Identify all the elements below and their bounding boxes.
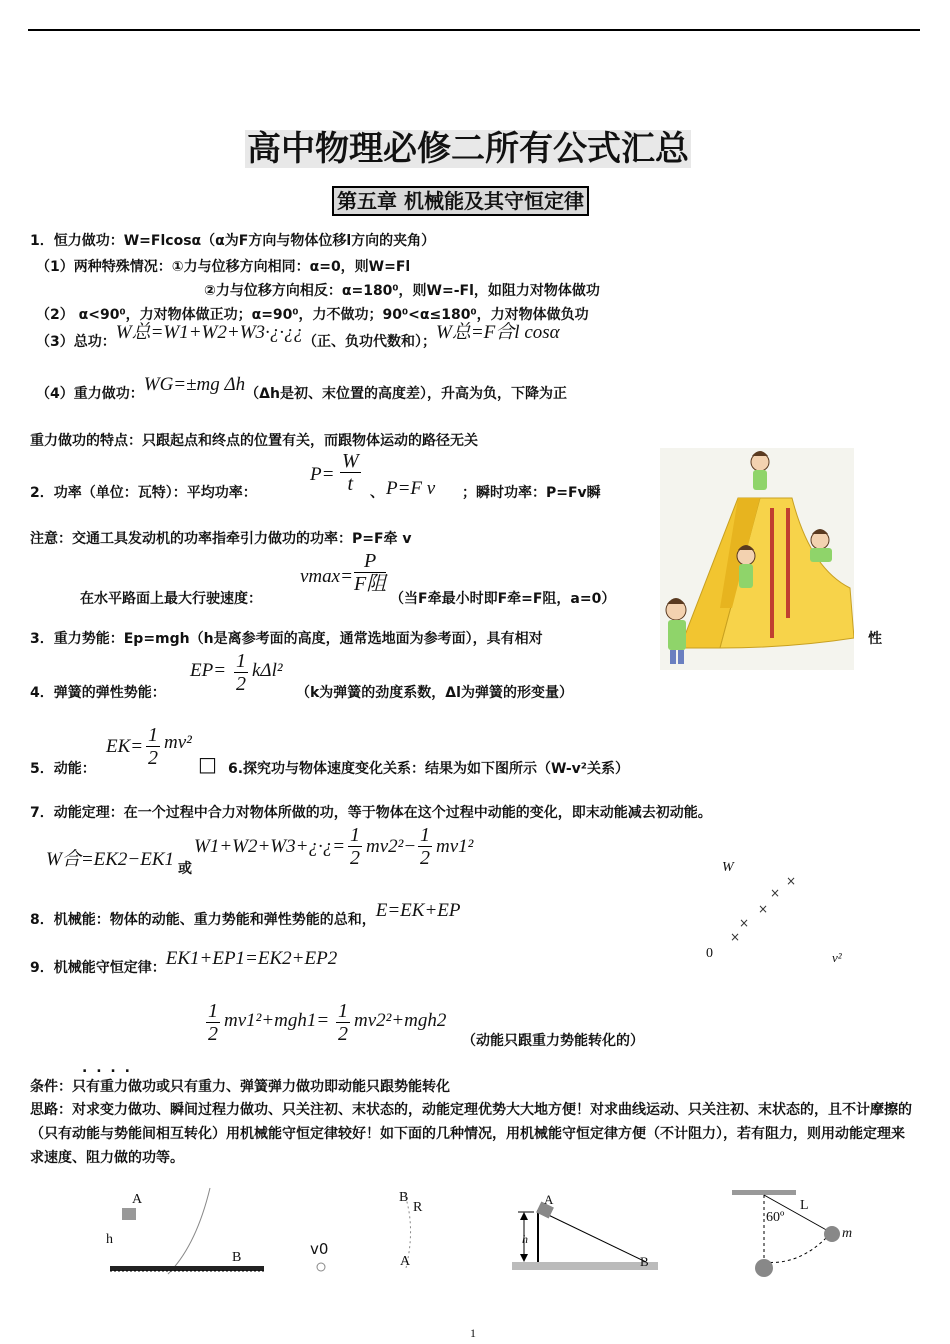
graph-point: × [786, 874, 797, 888]
line-vehicle-power: 注意：交通工具发动机的功率指牵引力做功的功率：P=F牵 v [30, 531, 412, 547]
total-work-formula: W总=W1+W2+W3·¿·¿¿ [115, 322, 304, 343]
figure-incline [510, 1190, 660, 1276]
line-kinetic-theorem: 7．动能定理：在一个过程中合力对物体所做的功，等于物体在这个过程中动能的变化，即末动能减去初动能。 [30, 805, 712, 821]
theorem-or: 或 [178, 861, 192, 877]
conservation-formula: EK1+EP1=EK2+EP2 [165, 948, 338, 969]
theorem-formula-1: W合=EK2−EK1 [46, 849, 175, 870]
elastic-fraction [234, 650, 248, 695]
theorem-den-2: 2 [420, 847, 430, 869]
kinetic-fraction [146, 724, 160, 769]
line-total-work [36, 322, 560, 357]
kinetic-denominator: 2 [148, 747, 158, 769]
max-speed-note: （当F牵最小时即F牵=F阻，a=0） [390, 591, 616, 607]
mechanical-energy-label: 8．机械能：物体的动能、重力势能和弹性势能的总和， [30, 912, 376, 928]
fig1-label-h: h [106, 1232, 113, 1247]
child-ladder [737, 545, 755, 588]
total-work-label: （3）总功： [36, 334, 116, 350]
kinetic-numerator: 1 [148, 724, 158, 746]
elastic-numerator: 1 [236, 650, 246, 672]
fig1-label-B: B [232, 1250, 242, 1265]
line-mechanical-energy [30, 898, 461, 928]
elastic-Ep: EP= [190, 660, 227, 681]
kinetic-Ek: EK= [106, 736, 144, 757]
line-max-speed [80, 550, 616, 607]
theorem-mv-2: mv2²− [366, 836, 417, 857]
fig3-label-R: R [413, 1200, 423, 1215]
gravity-work-note: （Δh是初、末位置的高度差），升高为负，下降为正 [245, 386, 567, 402]
line-condition: 条件：只有重力做功或只有重力、弹簧弹力做功即动能只跟势能转化 [30, 1079, 450, 1095]
cons-den-2: 2 [338, 1023, 348, 1045]
max-speed-fraction [354, 550, 386, 595]
theorem-num-2: 1 [420, 824, 430, 846]
cons-lhs: mv1²+mgh1= [224, 1010, 330, 1031]
graph-x-label: v² [832, 950, 842, 965]
power-sep: 、 [370, 485, 384, 501]
line-conservation [30, 946, 337, 976]
conservation-label: 9．机械能守恒定律： [30, 960, 166, 976]
graph-origin: 0 [706, 946, 713, 961]
theorem-mv-1: mv1² [436, 836, 474, 857]
graph-y-label: W [722, 860, 734, 875]
theorem-fraction-2 [418, 824, 432, 869]
kinetic-mv2: mv² [164, 732, 192, 753]
power-avg-formula: P=F v [386, 478, 436, 499]
power-denominator: t [347, 473, 354, 495]
fig2-ball [314, 1260, 328, 1274]
line-power [30, 450, 601, 502]
line-approach: 思路：对求变力做功、瞬间过程力做功、只关注初、末状态的，动能定理优势大大地方便！对求曲线运动、只关注初、末状态的，且不计摩擦的（只有动能与势能间相互转化）用机械能守恒定律较好！如下面的几种情况，用机械能守恒定律方便（不计阻力），若有阻力，则用动能定理来求速度、阻力做的功等。 [30, 1102, 912, 1166]
line-angle-cases: （2） α<90⁰，力对物体做正功；α=90⁰，力不做功；90⁰<α≤180⁰，力对物体做负功 [36, 307, 589, 323]
cons-fraction-2 [336, 1000, 350, 1045]
cons-num-1: 1 [208, 1000, 218, 1022]
page-title: 高中物理必修二所有公式汇总 [247, 129, 689, 169]
line-kinetic-energy [30, 722, 629, 778]
line-potential-energy: 3．重力势能：Ep=mgh（h是离参考面的高度，通常选地面为参考面），具有相对 [30, 631, 543, 647]
fig4-label-A: A [544, 1192, 554, 1207]
elastic-denominator: 2 [236, 673, 246, 695]
graph-point: × [739, 916, 750, 930]
elastic-label: 4．弹簧的弹性势能： [30, 685, 166, 701]
mechanical-energy-formula: E=EK+EP [375, 900, 461, 921]
line-work-constant-force: 1．恒力做功：W=Flcosα（α为F方向与物体位移l方向的夹角） [30, 233, 436, 249]
max-speed-numerator: P [354, 550, 386, 573]
total-work-formula-2: W总=F合l cosα [436, 322, 560, 343]
elastic-kdl: kΔl² [252, 660, 283, 681]
top-rule [28, 29, 920, 31]
emphasis-dots: . . . . [82, 1060, 132, 1076]
theorem-formula-2: W1+W2+W3+¿·¿= [194, 836, 346, 857]
line-gravity-work-feature: 重力做功的特点：只跟起点和终点的位置有关，而跟物体运动的路径无关 [30, 433, 478, 449]
cons-rhs: mv2²+mgh2 [354, 1010, 447, 1031]
gravity-work-label: （4）重力做功： [36, 386, 144, 402]
elastic-note: （k为弹簧的劲度系数，Δl为弹簧的形变量） [296, 685, 573, 701]
fig5-label-angle: 60º [766, 1210, 785, 1225]
fig3-label-B: B [399, 1190, 409, 1205]
max-speed-label: 在水平路面上最大行驶速度： [80, 591, 262, 607]
figure-projectile [100, 1186, 270, 1278]
graph-point: × [730, 930, 741, 944]
graph-point: × [770, 886, 781, 900]
figure-pendulum [730, 1186, 860, 1282]
gravity-work-formula: WG=±mg Δh [143, 374, 246, 395]
fig5-label-m: m [842, 1226, 853, 1241]
line-elastic-energy [30, 650, 573, 702]
cons-num-2: 1 [338, 1000, 348, 1022]
theorem-fraction-1 [348, 824, 362, 869]
fig4-label-B: B [640, 1254, 649, 1269]
power-label: 2．功率（单位：瓦特）：平均功率： [30, 485, 257, 501]
cons-fraction-1 [206, 1000, 220, 1045]
slide-illustration [660, 448, 854, 670]
work-velocity-note: 6.探究功与物体速度变化关系：结果为如下图所示（W-v²关系） [228, 761, 629, 777]
line-opposite-direction: ②力与位移方向相反：α=180⁰，则W=-Fl，如阻力对物体做功 [204, 283, 600, 299]
power-fraction [340, 450, 361, 495]
theorem-num-1: 1 [350, 824, 360, 846]
power-instant: ；瞬时功率：P=Fv瞬 [462, 485, 601, 501]
power-numerator: W [342, 450, 359, 472]
line-special-cases: （1）两种特殊情况：①力与位移方向相同：α=0，则W=Fl [36, 259, 411, 275]
kinetic-label: 5．动能： [30, 761, 96, 777]
fig3-label-A: A [400, 1254, 411, 1269]
cons-note: （动能只跟重力势能转化的） [462, 1033, 644, 1049]
max-speed-v: vmax= [300, 566, 353, 587]
line-potential-energy-end: 性 [868, 631, 882, 647]
page-number: 1 [470, 1326, 476, 1340]
power-P-eq: P= [310, 464, 335, 485]
fig5-label-L: L [800, 1198, 809, 1213]
fig1-label-A: A [132, 1192, 143, 1207]
chapter-heading: 第五章 机械能及其守恒定律 [332, 186, 589, 216]
graph-point: × [758, 902, 769, 916]
total-work-note: （正、负功代数和）； [303, 334, 437, 350]
placeholder-box: □ [198, 752, 217, 776]
theorem-den-1: 2 [350, 847, 360, 869]
fig4-label-h: h [522, 1232, 528, 1246]
cons-den-1: 2 [208, 1023, 218, 1045]
line-gravity-work [36, 374, 567, 409]
max-speed-denominator: F阻 [354, 573, 387, 595]
fig2-label-v0: v0 [310, 1240, 329, 1258]
